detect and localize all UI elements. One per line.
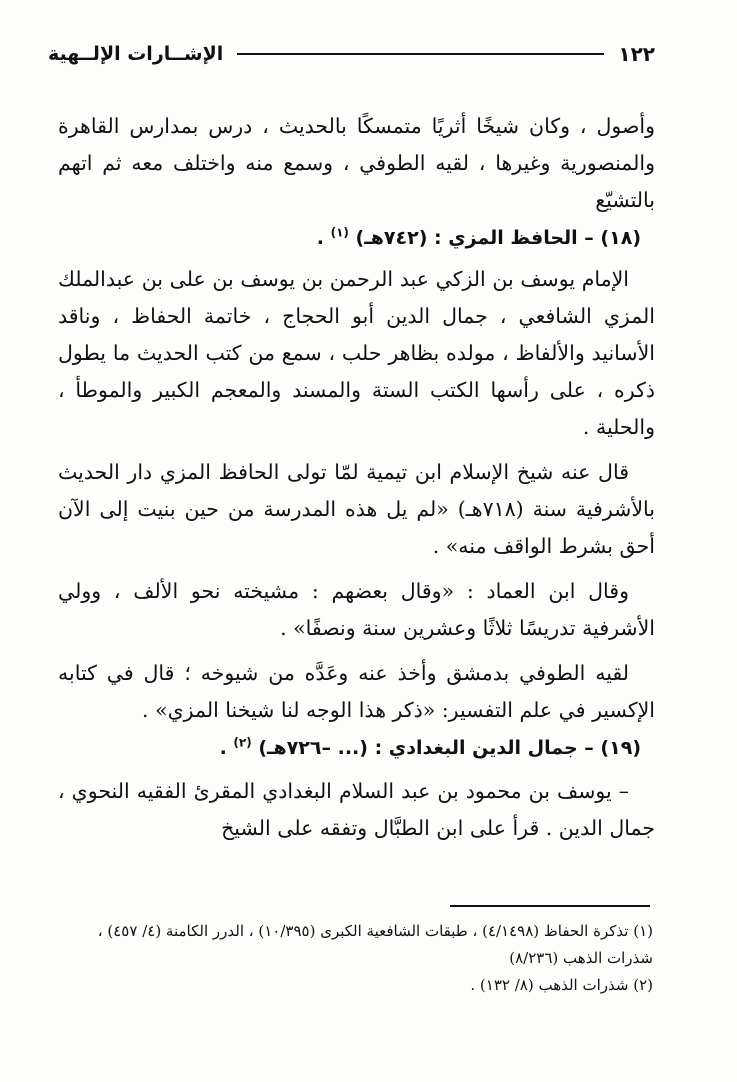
- footnotes: [70, 918, 653, 999]
- paragraph-1: وأصول ، وكان شيخًا أثريًا متمسكًا بالحديث ، درس بمدارس القاهرة والمنصورية وغيرها ، لقيه الطوفي ، وسمع منه واختلف معه ثم اتهم بالتشيّع: [58, 114, 655, 212]
- entry-heading-19-end: .: [219, 737, 227, 759]
- page-header: [48, 38, 655, 70]
- entry-heading-18: [58, 221, 655, 255]
- footnote-2: (٢) شذرات الذهب (٨/ ١٣٢) .: [470, 976, 653, 994]
- footnote-ref-2: (٢): [233, 735, 252, 750]
- paragraph-5: لقيه الطوفي بدمشق وأخذ عنه وعَدَّه من شيوخه ؛ قال في كتابه الإكسير في علم التفسير: «ذكر هذا الوجه لنا شيخنا المزي» .: [58, 661, 655, 722]
- entry-heading-18-title: (١٨) – الحافظ المزي : (٧٤٢هـ): [355, 227, 641, 249]
- main-text: [58, 108, 655, 847]
- paragraph-3: قال عنه شيخ الإسلام ابن تيمية لمّا تولى الحافظ المزي دار الحديث بالأشرفية سنة (٧١٨هـ) «لم يل هذه المدرسة من حين بنيت إلى الآن أحق بشرط الواقف منه» .: [58, 460, 655, 558]
- header-rule: [237, 53, 604, 55]
- footnote-ref-1: (١): [330, 225, 349, 240]
- paragraph-2: الإمام يوسف بن الزكي عبد الرحمن بن يوسف بن على بن عبدالملك المزي الشافعي ، جمال الدين أبو الحجاج ، خاتمة الحفاظ ، وناقد الأسانيد والألفاظ ، مولده بظاهر حلب ، سمع من كتب الحديث ما يطول ذكره ، على رأسها الكتب الستة والمسند والمعجم الكبير والموطأ ، والحلية .: [58, 267, 655, 439]
- running-title: الإشــارات الإلــهية: [48, 43, 224, 65]
- footnote-1: (١) تذكرة الحفاظ (٤/١٤٩٨) ، طبقات الشافعية الكبرى (١٠/٣٩٥) ، الدرر الكامنة (٤/ ٤٥٧) ، شذرات الذهب (٨/٢٣٦): [97, 922, 653, 967]
- page-number: ١٢٢: [618, 42, 655, 66]
- paragraph-4: وقال ابن العماد : «وقال بعضهم : مشيخته نحو الألف ، وولي الأشرفية تدريسًا ثلاثًا وعشرين سنة ونصفًا» .: [58, 579, 655, 640]
- footnote-separator: [450, 905, 650, 907]
- entry-heading-18-end: .: [316, 227, 324, 249]
- entry-heading-19: [58, 731, 655, 765]
- paragraph-6: – يوسف بن محمود بن عبد السلام البغدادي المقرئ الفقيه النحوي ، جمال الدين . قرأ على ابن الطبَّال وتفقه على الشيخ: [58, 779, 655, 840]
- entry-heading-19-title: (١٩) – جمال الدين البغدادي : (... –٧٢٦هـ): [258, 737, 641, 759]
